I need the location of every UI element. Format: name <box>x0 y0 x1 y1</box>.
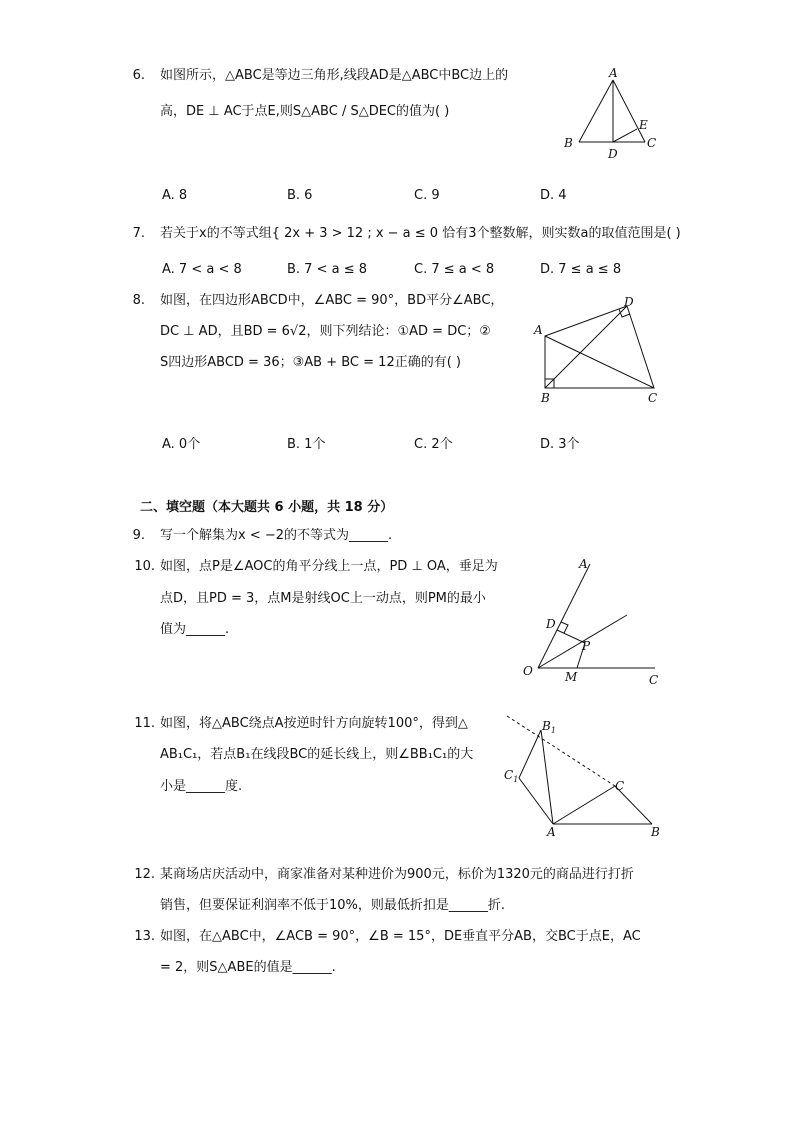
option-c: C. 9 <box>414 188 440 203</box>
label-a: A <box>609 66 618 80</box>
label-o: O <box>523 664 533 678</box>
label-b: B <box>564 136 573 150</box>
question-text-line: = 2，则S△ABE的值是______. <box>160 960 336 975</box>
question-text-line: 如图所示，△ABC是等边三角形,线段AD是△ABC中BC边上的 <box>160 68 509 83</box>
question-text-line: 某商场店庆活动中，商家准备对某种进价为900元，标价为1320元的商品进行打折 <box>160 867 634 882</box>
question-number: 9. <box>132 528 145 543</box>
label-d: D <box>608 147 618 161</box>
option-a: A. 0个 <box>162 437 201 452</box>
label-b: B <box>541 391 550 405</box>
option-d: D. 3个 <box>540 437 580 452</box>
question-text-line: S四边形ABCD = 36；③AB + BC = 12正确的有( ) <box>160 355 461 370</box>
figure-q11-rotation <box>495 712 670 840</box>
question-text-line: 高，DE ⊥ AC于点E,则S△ABC / S△DEC的值为( ) <box>160 104 450 119</box>
figure-q6-triangle <box>555 66 665 162</box>
label-d: D <box>624 295 634 309</box>
question-text-line: DC ⊥ AD，且BD = 6√2，则下列结论：①AD = DC；② <box>160 324 491 339</box>
question-text-line: 如图，在四边形ABCD中，∠ABC = 90°，BD平分∠ABC， <box>160 293 504 308</box>
section-title: 二、填空题（本大题共 6 小题，共 18 分） <box>140 500 394 515</box>
option-d: D. 4 <box>540 188 567 203</box>
label-c: C <box>615 779 625 793</box>
question-text-line: 如图，将△ABC绕点A按逆时针方向旋转100°，得到△ <box>160 716 468 731</box>
figure-q10-angle <box>518 554 668 688</box>
question-text-line: 如图，在△ABC中，∠ACB = 90°，∠B = 15°，DE垂直平分AB，交BC于点E，AC <box>160 929 641 944</box>
question-text-line: 小是______度. <box>160 779 243 794</box>
label-a: A <box>547 825 556 839</box>
label-b: B <box>651 825 660 839</box>
question-text-line: AB₁C₁，若点B₁在线段BC的延长线上，则∠BB₁C₁的大 <box>160 747 474 762</box>
question-number: 10. <box>134 559 155 574</box>
label-e: E <box>639 118 648 132</box>
label-c: C <box>648 391 658 405</box>
label-a: A <box>579 557 588 571</box>
question-number: 13. <box>134 929 155 944</box>
label-c1: $C_1$ <box>504 768 519 784</box>
question-number: 7. <box>132 226 145 241</box>
question-number: 8. <box>132 293 145 308</box>
question-text-line: 如图，点P是∠AOC的角平分线上一点，PD ⊥ OA，垂足为 <box>160 559 498 574</box>
option-a: A. 8 <box>162 188 188 203</box>
label-b1: $B_1$ <box>542 719 556 735</box>
option-b: B. 7 < a ≤ 8 <box>287 262 368 277</box>
question-number: 12. <box>134 867 155 882</box>
question-text-line: 若关于x的不等式组{ 2x + 3 > 12 ; x − a ≤ 0 恰有3个整数解，则实数a的取值范围是( ) <box>160 226 681 241</box>
label-a: A <box>534 323 543 337</box>
label-c: C <box>649 673 659 687</box>
question-number: 6. <box>132 68 145 83</box>
option-b: B. 1个 <box>287 437 326 452</box>
question-text-line: 写一个解集为x < −2的不等式为______. <box>160 528 393 543</box>
option-c: C. 7 ≤ a < 8 <box>414 262 495 277</box>
figure-q8-quadrilateral <box>528 292 668 406</box>
label-c: C <box>647 136 657 150</box>
option-b: B. 6 <box>287 188 313 203</box>
option-c: C. 2个 <box>414 437 453 452</box>
question-number: 11. <box>134 716 155 731</box>
question-text-line: 值为______. <box>160 622 230 637</box>
option-a: A. 7 < a < 8 <box>162 262 242 277</box>
label-m: M <box>565 670 578 684</box>
label-p: P <box>582 639 591 653</box>
question-text-line: 销售，但要保证利润率不低于10%，则最低折扣是______折. <box>160 898 506 913</box>
label-d: D <box>546 617 556 631</box>
option-d: D. 7 ≤ a ≤ 8 <box>540 262 622 277</box>
question-text-line: 点D，且PD = 3，点M是射线OC上一动点，则PM的最小 <box>160 591 486 606</box>
